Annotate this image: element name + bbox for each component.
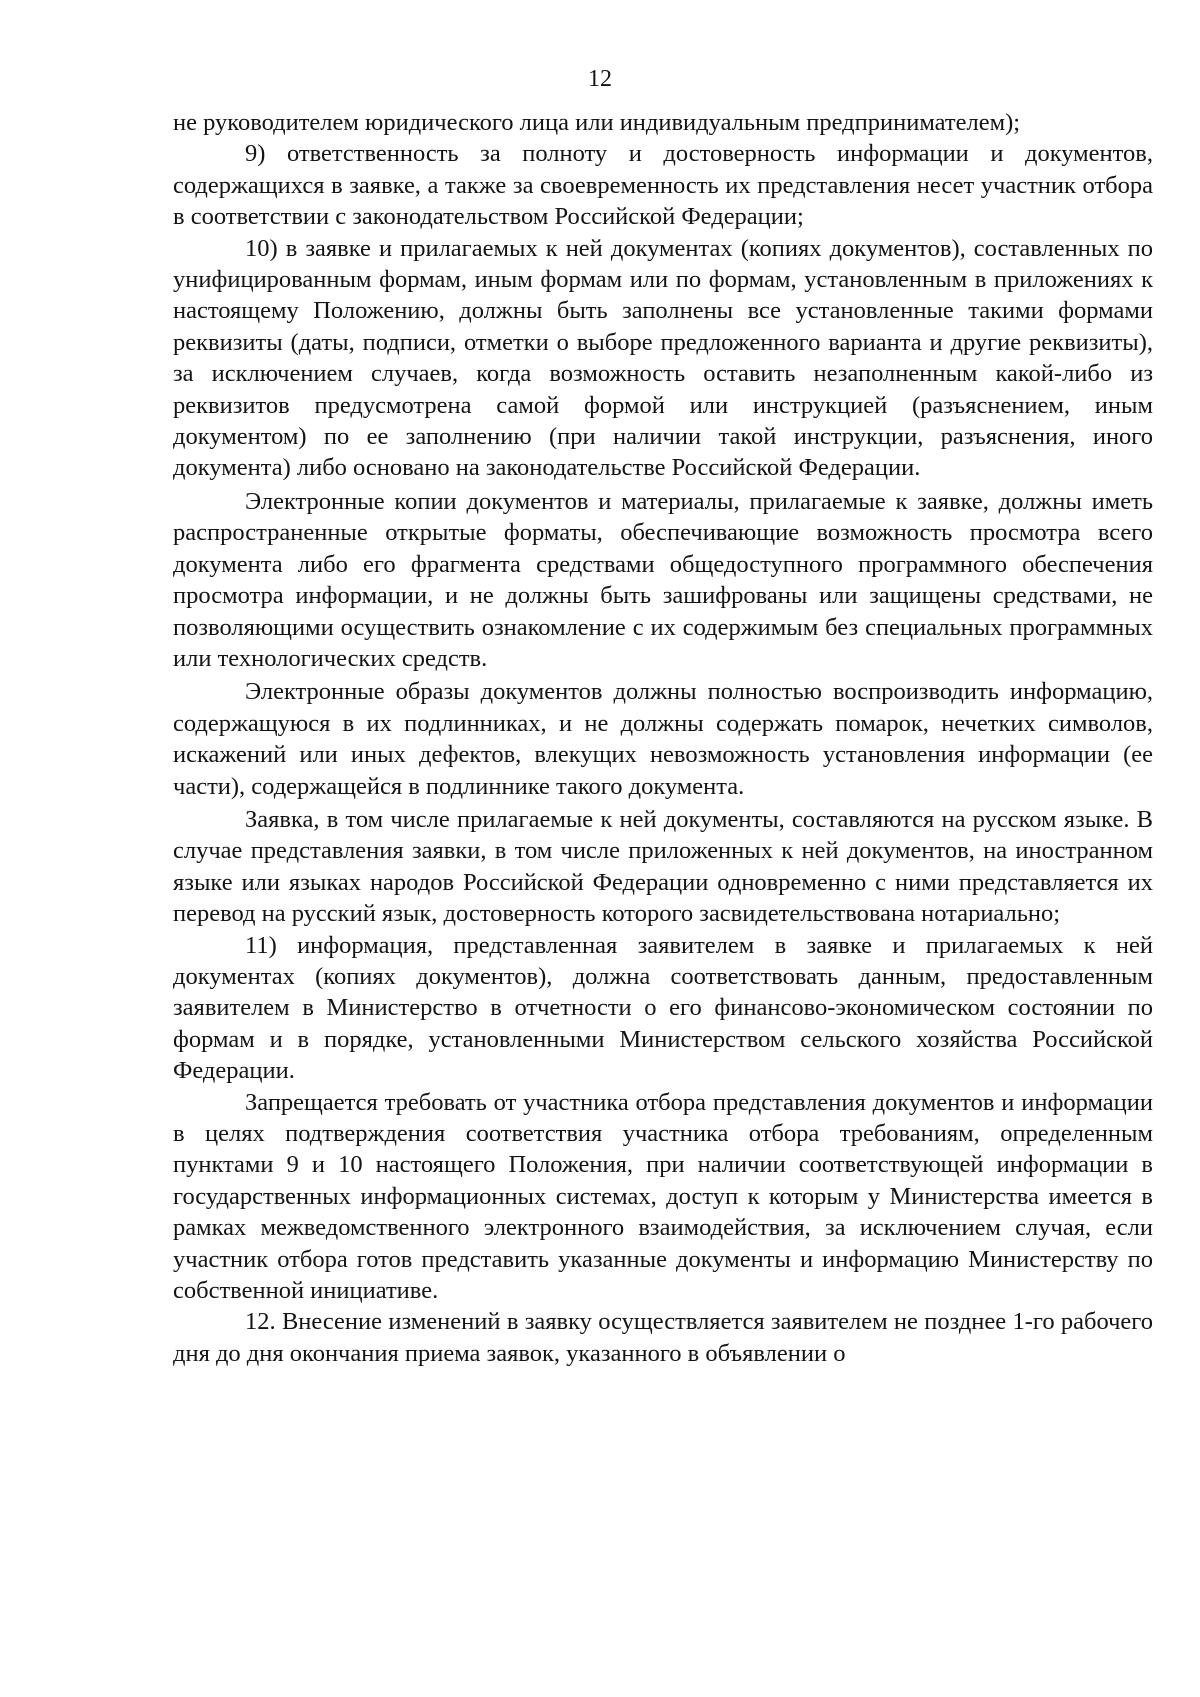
paragraph: Электронные образы документов должны полностью воспроизводить информацию, содержащуюся в их подлинниках, и не должны содержать помарок, нечетких символов, искажений или иных дефектов, влекущих невозможность установления информации (ее части), содержащейся в подлиннике такого документа. xyxy=(173,678,1153,800)
paragraph: Заявка, в том числе прилагаемые к ней документы, составляются на русском языке. В случае представления заявки, в том числе приложенных к ней документов, на иностранном языке или языках народов Российской Федерации одновременно с ними представляется их перевод на русский язык, достоверность которого засвидетельствована нотариально; xyxy=(173,805,1153,928)
document-text xyxy=(173,107,1153,1369)
paragraph: Запрещается требовать от участника отбора представления документов и информации в целях подтверждения соответствия участника отбора требованиям, определенным пунктами 9 и 10 настоящего Положения, при наличии соответствующей информации в государственных информационных системах, доступ к которым у Министерства имеется в рамках межведомственного электронного взаимодействия, за исключением случая, если участник отбора готов представить указанные документы и информацию Министерству по собственной инициативе. xyxy=(173,1088,1153,1305)
paragraph: не руководителем юридического лица или индивидуальным предпринимателем); xyxy=(173,109,1021,136)
paragraph: 10) в заявке и прилагаемых к ней документах (копиях документов), составленных по унифицированным формам, иным формам или по формам, установленным в приложениях к настоящему Положению, должны быть заполнены все установленные такими формами реквизиты (даты, подписи, отметки о выборе предложенного варианта и другие реквизиты), за исключением случаев, когда возможность оставить незаполненным какой-либо из реквизитов предусмотрена самой формой или инструкцией (разъяснением, иным документом) по ее заполнению (при наличии такой инструкции, разъяснения, иного документа) либо основано на законодательстве Российской Федерации. xyxy=(173,234,1153,482)
page-number: 12 xyxy=(588,66,612,92)
paragraph: 12. Внесение изменений в заявку осуществляется заявителем не позднее 1-го рабочего дня до дня окончания приема заявок, указанного в объявлении о xyxy=(173,1308,1153,1367)
paragraph: Электронные копии документов и материалы, прилагаемые к заявке, должны иметь распространенные открытые форматы, обеспечивающие возможность просмотра всего документа либо его фрагмента средствами общедоступного программного обеспечения просмотра информации, и не должны быть зашифрованы или защищены средствами, не позволяющими осуществить ознакомление с их содержимым без специальных программных или технологических средств. xyxy=(173,487,1153,672)
paragraph: 9) ответственность за полноту и достоверность информации и документов, содержащихся в заявке, а также за своевременность их представления несет участник отбора в соответствии с законодательством Российской Федерации; xyxy=(173,140,1153,231)
paragraph: 11) информация, представленная заявителем в заявке и прилагаемых к ней документах (копиях документов), должна соответствовать данным, предоставленным заявителем в Министерство в отчетности о его финансово-экономическом состоянии по формам и в порядке, установленными Министерством сельского хозяйства Российской Федерации. xyxy=(173,931,1153,1085)
